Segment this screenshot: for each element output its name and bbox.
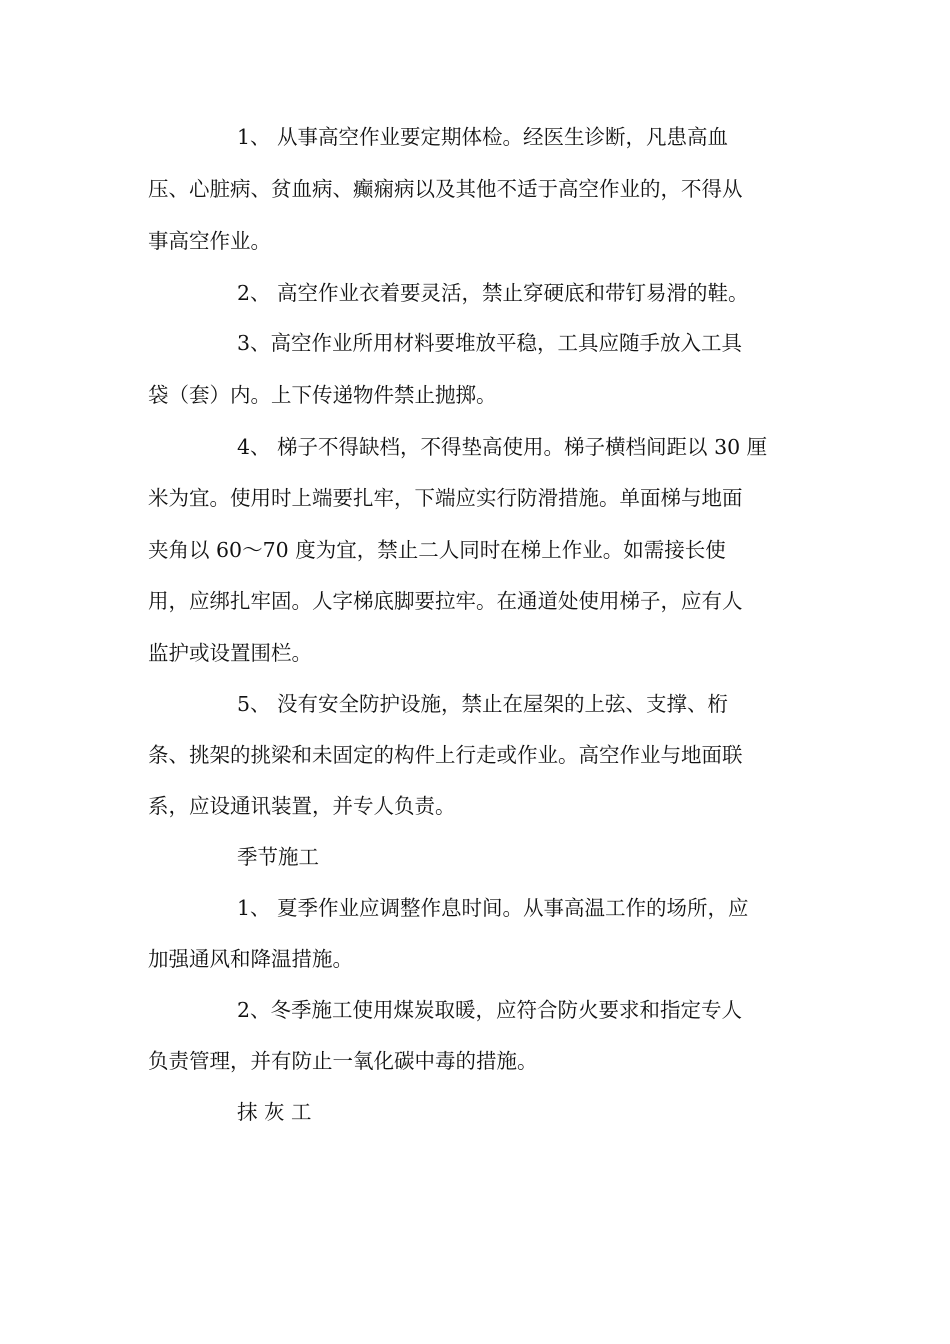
- paragraph-1-line-3: 事高空作业。: [148, 229, 271, 253]
- seasonal-paragraph-1-line-1: 1、 夏季作业应调整作息时间。从事高温工作的场所，应: [237, 896, 749, 920]
- section-heading-seasonal-construction: 季节施工: [237, 845, 319, 869]
- paragraph-5-line-1: 5、 没有安全防护设施，禁止在屋架的上弦、支撑、桁: [237, 692, 729, 716]
- paragraph-5-line-3: 系，应设通讯装置，并专人负责。: [148, 794, 456, 818]
- paragraph-1-line-1: 1、 从事高空作业要定期体检。经医生诊断，凡患高血: [237, 125, 729, 149]
- seasonal-paragraph-2-line-1: 2、冬季施工使用煤炭取暖，应符合防火要求和指定专人: [237, 998, 743, 1022]
- paragraph-5-line-2: 条、挑架的挑梁和未固定的构件上行走或作业。高空作业与地面联: [148, 743, 743, 767]
- paragraph-3-line-1: 3、高空作业所用材料要堆放平稳，工具应随手放入工具: [237, 331, 743, 355]
- seasonal-paragraph-1-line-2: 加强通风和降温措施。: [148, 947, 353, 971]
- paragraph-4-line-1: 4、 梯子不得缺档，不得垫高使用。梯子横档间距以 30 厘: [237, 435, 768, 459]
- seasonal-paragraph-2-line-2: 负责管理，并有防止一氧化碳中毒的措施。: [148, 1049, 538, 1073]
- paragraph-3-line-2: 袋（套）内。上下传递物件禁止抛掷。: [148, 383, 497, 407]
- paragraph-4-line-3: 夹角以 60～70 度为宜，禁止二人同时在梯上作业。如需接长使: [148, 538, 726, 562]
- paragraph-4-line-2: 米为宜。使用时上端要扎牢，下端应实行防滑措施。单面梯与地面: [148, 486, 743, 510]
- paragraph-4-line-5: 监护或设置围栏。: [148, 641, 312, 665]
- paragraph-4-line-4: 用，应绑扎牢固。人字梯底脚要拉牢。在通道处使用梯子，应有人: [148, 589, 743, 613]
- paragraph-2-line-1: 2、 高空作业衣着要灵活，禁止穿硬底和带钉易滑的鞋。: [237, 281, 749, 305]
- paragraph-1-line-2: 压、心脏病、贫血病、癫痫病以及其他不适于高空作业的，不得从: [148, 177, 743, 201]
- section-heading-plasterer: 抹 灰 工: [237, 1100, 312, 1124]
